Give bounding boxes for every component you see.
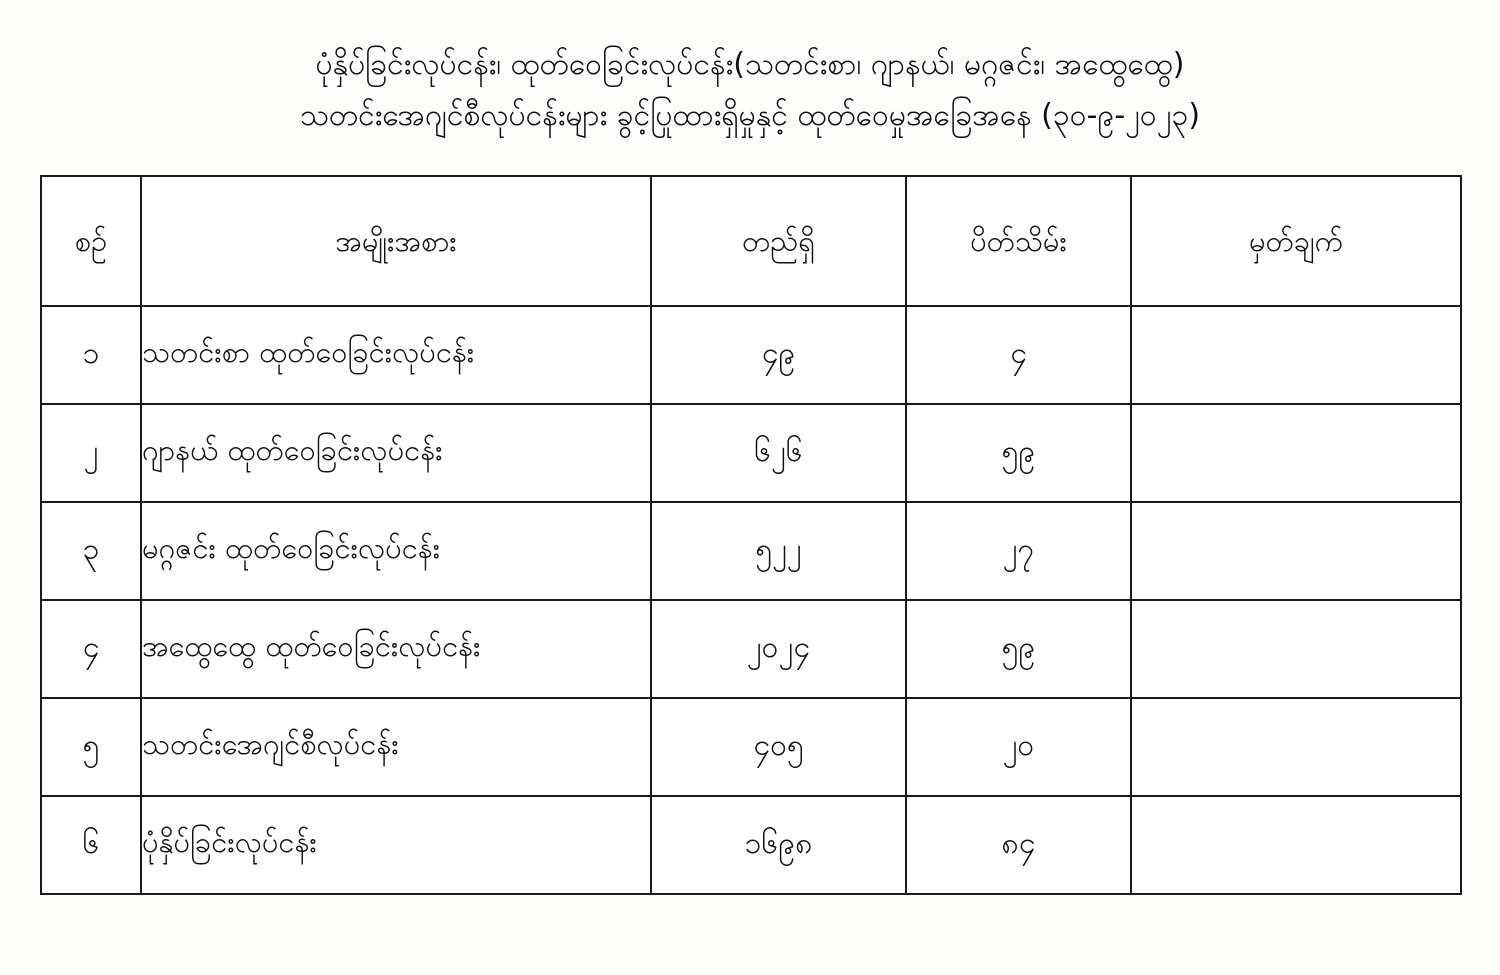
row-no: ၆ xyxy=(41,796,141,894)
column-header-existing xyxy=(651,176,906,306)
table-row xyxy=(41,698,1461,796)
row-closed: ၅၉ xyxy=(906,600,1131,698)
row-no: ၄ xyxy=(41,600,141,698)
row-no: ၁ xyxy=(41,306,141,404)
table-row xyxy=(41,796,1461,894)
row-existing: ၆၂၆ xyxy=(651,404,906,502)
document-title-block xyxy=(0,0,1500,139)
row-type: သတင်းအေဂျင်စီလုပ်ငန်း xyxy=(141,698,651,796)
row-existing: ၁၆၉၈ xyxy=(651,796,906,894)
table-body xyxy=(41,306,1461,894)
row-remark xyxy=(1131,600,1461,698)
row-no: ၅ xyxy=(41,698,141,796)
table-row xyxy=(41,404,1461,502)
row-existing: ၄၀၅ xyxy=(651,698,906,796)
row-no: ၂ xyxy=(41,404,141,502)
column-header-no-label: စဉ် xyxy=(74,223,108,258)
row-type: သတင်းစာ ထုတ်ဝေခြင်းလုပ်ငန်း xyxy=(141,306,651,404)
column-header-type xyxy=(141,176,651,306)
row-type: အထွေထွေ ထုတ်ဝေခြင်းလုပ်ငန်း xyxy=(141,600,651,698)
row-remark xyxy=(1131,404,1461,502)
row-remark xyxy=(1131,306,1461,404)
table-row xyxy=(41,502,1461,600)
row-type: ပုံနှိပ်ခြင်းလုပ်ငန်း xyxy=(141,796,651,894)
report-table xyxy=(40,175,1462,895)
table-header xyxy=(41,176,1461,306)
table-row xyxy=(41,600,1461,698)
row-closed: ၅၉ xyxy=(906,404,1131,502)
row-type: မဂ္ဂဇင်း ထုတ်ဝေခြင်းလုပ်ငန်း xyxy=(141,502,651,600)
row-existing: ၅၂၂ xyxy=(651,502,906,600)
table-header-row xyxy=(41,176,1461,306)
row-remark xyxy=(1131,796,1461,894)
row-existing: ၄၉ xyxy=(651,306,906,404)
row-closed: ၄ xyxy=(906,306,1131,404)
column-header-remark-label: မှတ်ချက် xyxy=(1248,223,1344,258)
row-remark xyxy=(1131,502,1461,600)
row-existing: ၂၀၂၄ xyxy=(651,600,906,698)
row-remark xyxy=(1131,698,1461,796)
column-header-no xyxy=(41,176,141,306)
row-no: ၃ xyxy=(41,502,141,600)
report-table-wrapper xyxy=(40,175,1460,895)
row-closed: ၂၇ xyxy=(906,502,1131,600)
column-header-closed xyxy=(906,176,1131,306)
page-title-line-1: ပုံနှိပ်ခြင်းလုပ်ငန်း၊ ထုတ်ဝေခြင်းလုပ်ငန်း(သတင်းစာ၊ ဂျာနယ်၊ မဂ္ဂဇင်း၊ အထွေထွေ) xyxy=(315,47,1185,82)
column-header-remark xyxy=(1131,176,1461,306)
column-header-type-label: အမျိုးအစား xyxy=(335,223,457,258)
row-closed: ၂၀ xyxy=(906,698,1131,796)
row-closed: ၈၄ xyxy=(906,796,1131,894)
column-header-closed-label: ပိတ်သိမ်း xyxy=(970,223,1067,258)
page-footer-space xyxy=(0,895,1500,915)
page-title-line-2: သတင်းအေဂျင်စီလုပ်ငန်းများ ခွင့်ပြုထားရှိမှုနှင့် ထုတ်ဝေမှုအခြေအနေ (၃၀-၉-၂၀၂၃) xyxy=(299,97,1201,133)
row-type: ဂျာနယ် ထုတ်ဝေခြင်းလုပ်ငန်း xyxy=(141,404,651,502)
column-header-existing-label: တည်ရှိ xyxy=(742,223,815,258)
table-row xyxy=(41,306,1461,404)
